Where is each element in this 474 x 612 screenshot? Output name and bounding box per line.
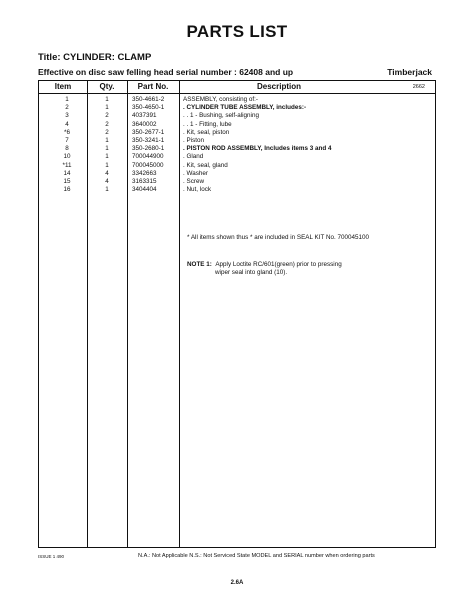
note-1-line1: Apply Loctite RC/601(green) prior to pressing — [215, 261, 342, 268]
document-reference: 2662 — [412, 84, 425, 90]
table-row — [39, 170, 435, 178]
row-description: . . 1 - Bushing, self-aligning — [183, 112, 259, 120]
table-row — [39, 162, 435, 170]
row-item: *6 — [64, 128, 70, 136]
row-part-no: 3640002 — [132, 120, 157, 128]
page-number: 2.6A — [230, 580, 244, 586]
note-1-label: NOTE 1: — [187, 261, 212, 268]
abbreviation-legend: N.A.: Not Applicable N.S.: Not Serviced State MODEL and SERIAL number when ordering parts — [138, 553, 375, 559]
row-description: . Gland — [183, 153, 204, 161]
issue-number: ISSUE 1 490 — [38, 554, 65, 559]
row-item: 8 — [65, 145, 69, 153]
row-part-no: 350-4661-2 — [132, 96, 165, 103]
brand-name: Timberjack — [387, 67, 432, 77]
effective-serial-line: Effective on disc saw felling head serial number : 62408 and up — [38, 67, 294, 77]
row-part-no: 4037391 — [132, 112, 157, 120]
row-part-no: 3163315 — [132, 177, 157, 185]
row-qty: 4 — [105, 177, 109, 185]
table-row — [39, 104, 435, 112]
parts-table — [38, 80, 436, 548]
table-row — [39, 178, 435, 186]
row-description: . Screw — [183, 177, 204, 185]
row-item: 7 — [65, 136, 69, 144]
table-row — [39, 112, 435, 120]
row-qty: 1 — [105, 96, 109, 103]
table-header — [39, 81, 435, 94]
row-qty: 1 — [105, 136, 109, 144]
row-description: . CYLINDER TUBE ASSEMBLY, includes:- — [183, 104, 307, 112]
row-description: . Piston — [183, 136, 204, 144]
row-item: 4 — [65, 120, 69, 128]
document-title: Title: CYLINDER: CLAMP — [38, 52, 152, 63]
row-item: 10 — [63, 153, 71, 161]
row-item: *11 — [62, 161, 72, 169]
note-1-line2: wiper seal into gland (10). — [215, 269, 288, 276]
table-row — [39, 153, 435, 161]
header-item: Item — [54, 82, 72, 91]
row-qty: 1 — [105, 161, 109, 169]
row-description: . Kit, seal, gland — [183, 161, 228, 169]
row-item: 16 — [63, 186, 71, 194]
row-qty: 1 — [105, 153, 109, 161]
row-qty: 1 — [105, 186, 109, 194]
row-qty: 2 — [105, 128, 109, 136]
row-description: ASSEMBLY, consisting of:- — [183, 96, 259, 103]
table-row — [39, 145, 435, 153]
row-qty: 2 — [105, 120, 109, 128]
row-qty: 2 — [105, 112, 109, 120]
row-part-no: 350-4650-1 — [132, 104, 165, 112]
row-qty: 1 — [105, 104, 109, 112]
row-item: 14 — [63, 169, 71, 177]
row-part-no: 350-2680-1 — [132, 145, 165, 153]
row-description: . Nut, lock — [183, 186, 211, 194]
row-item: 1 — [65, 96, 69, 103]
row-description: . Kit, seal, piston — [183, 128, 230, 136]
table-row — [39, 96, 435, 104]
header-part-no: Part No. — [137, 82, 169, 91]
row-qty: 4 — [105, 169, 109, 177]
row-description: . Washer — [183, 169, 208, 177]
row-part-no: 700044900 — [132, 153, 164, 161]
row-description: . . 1 - Fitting, lube — [183, 120, 232, 128]
table-row — [39, 129, 435, 137]
row-item: 15 — [63, 177, 71, 185]
seal-kit-note: * All items shown thus * are included in SEAL KIT No. 700045100 — [187, 234, 370, 241]
table-row — [39, 186, 435, 194]
header-description: Description — [256, 82, 301, 91]
page-title: PARTS LIST — [186, 22, 288, 41]
table-row — [39, 121, 435, 129]
row-item: 2 — [65, 104, 69, 112]
note-1 — [187, 261, 342, 277]
row-part-no: 350-2677-1 — [132, 128, 165, 136]
row-qty: 1 — [105, 145, 109, 153]
row-part-no: 700045000 — [132, 161, 164, 169]
header-qty: Qty. — [99, 82, 115, 91]
row-item: 3 — [65, 112, 69, 120]
row-part-no: 350-3241-1 — [132, 136, 165, 144]
row-part-no: 3404404 — [132, 186, 157, 194]
table-body — [39, 96, 435, 194]
row-description: . PISTON ROD ASSEMBLY, Includes items 3 and 4 — [183, 145, 332, 153]
table-row — [39, 137, 435, 145]
row-part-no: 3342663 — [132, 169, 157, 177]
